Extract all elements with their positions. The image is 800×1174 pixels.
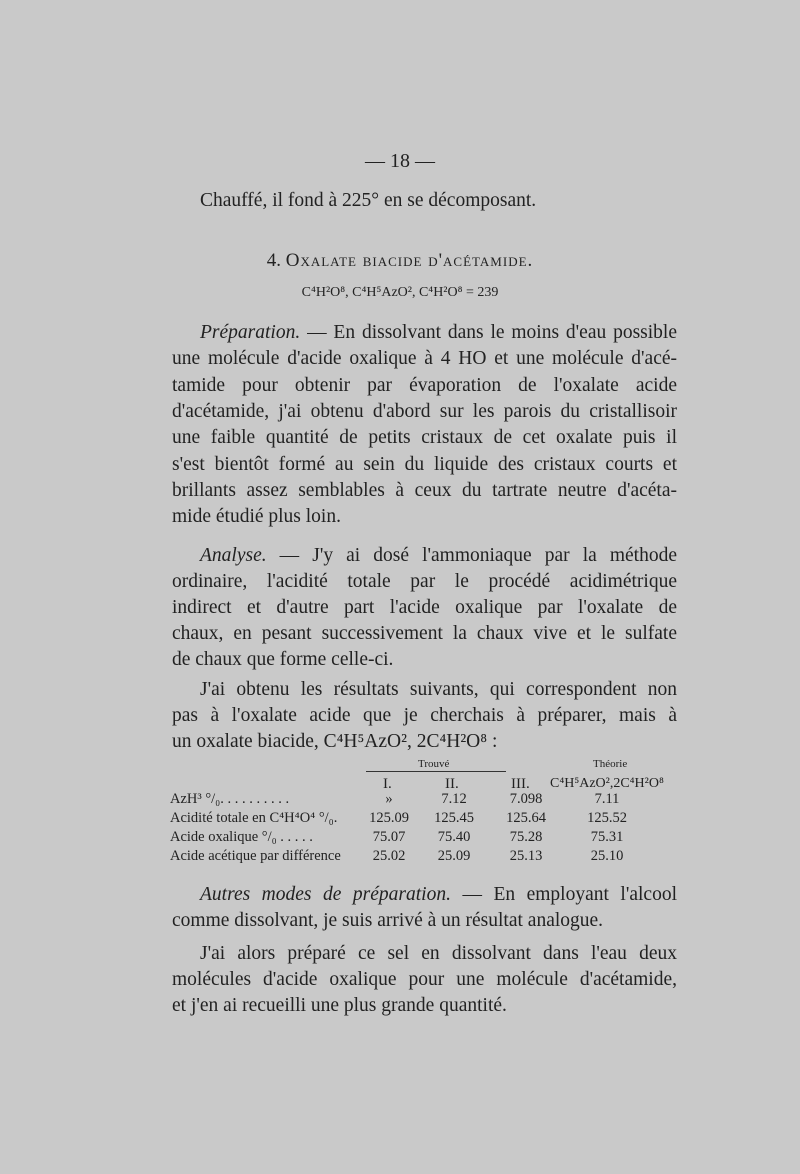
preparation-line: une faible quantité de petits cristaux de cet oxalate puis il xyxy=(172,427,677,448)
table-row xyxy=(170,809,657,828)
section-number: 4. xyxy=(266,250,281,271)
row-label: Acide acétique par différence xyxy=(170,848,341,864)
preparation-line: d'acétamide, j'ai obtenu d'abord sur les parois du cristallisoir xyxy=(172,401,677,422)
analyse-label: Analyse. xyxy=(200,545,267,566)
table-row xyxy=(170,790,657,809)
preparation-line: — En dissolvant dans le moins d'eau possible xyxy=(307,322,678,343)
table-cell: 25.02 xyxy=(372,848,406,864)
analyse-line: indirect et d'autre part l'acide oxalique par l'oxalate de xyxy=(172,597,677,618)
row-label: Acidité totale en C⁴H⁴O⁴ °/₀. xyxy=(170,810,338,826)
table-cell: 125.09 xyxy=(369,810,409,826)
preparation-line: brillants assez semblables à ceux du tartrate neutre d'acéta- xyxy=(172,480,677,501)
table-cell: 25.13 xyxy=(509,848,543,864)
analyse-first-line xyxy=(200,543,677,569)
section-title: Oxalate biacide d'acétamide. xyxy=(285,250,534,271)
table-cell: 75.31 xyxy=(590,829,624,845)
column-header: III. xyxy=(511,776,530,792)
results-line: un oxalate biacide, C⁴H⁵AzO², 2C⁴H²O⁸ : xyxy=(172,731,498,752)
analyse-line: ordinaire, l'acidité totale par le procédé acidimétrique xyxy=(172,571,677,592)
column-header: I. xyxy=(383,776,392,792)
autres-label: Autres modes de préparation. xyxy=(200,884,451,905)
table-cell: 125.64 xyxy=(506,810,546,826)
preparation-line: s'est bientôt formé au sein du liquide des cristaux courts et xyxy=(172,454,677,475)
column-header: II. xyxy=(445,776,459,792)
results-table xyxy=(170,790,657,866)
preparation-first-line xyxy=(200,320,677,346)
group-rule xyxy=(366,771,506,772)
table-cell: 7.11 xyxy=(594,791,620,807)
row-label: AzH³ °/₀. . . . . . . . . . xyxy=(170,791,290,807)
table-cell: 75.28 xyxy=(509,829,543,845)
autres-first-line xyxy=(200,882,677,908)
table-row xyxy=(170,847,657,866)
intro-line: Chauffé, il fond à 225° en se décomposant. xyxy=(200,190,537,211)
group-label-theory: Théorie xyxy=(593,758,628,770)
results-line: J'ai obtenu les résultats suivants, qui correspondent non xyxy=(200,679,677,700)
table-row xyxy=(170,828,657,847)
results-line: pas à l'oxalate acide que je cherchais à préparer, mais à xyxy=(172,705,677,726)
analyse-line: chaux, en pesant successivement la chaux vive et le sulfate xyxy=(172,623,677,644)
table-cell: 75.40 xyxy=(437,829,471,845)
preparation-label: Préparation. xyxy=(200,322,301,343)
page-number: — 18 — xyxy=(365,150,435,172)
analyse-line: de chaux que forme celle-ci. xyxy=(172,649,394,670)
final-line: J'ai alors préparé ce sel en dissolvant dans l'eau deux xyxy=(200,943,677,964)
autres-line: — En employant l'alcool xyxy=(462,884,677,905)
preparation-line: mide étudié plus loin. xyxy=(172,506,341,527)
table-cell: 7.12 xyxy=(441,791,467,807)
table-cell: 25.10 xyxy=(590,848,624,864)
table-cell: 75.07 xyxy=(372,829,406,845)
table-cell: 125.45 xyxy=(434,810,474,826)
section-formula: C⁴H²O⁸, C⁴H⁵AzO², C⁴H²O⁸ = 239 xyxy=(301,285,499,300)
group-label-found: Trouvé xyxy=(418,758,450,770)
preparation-line: une molécule d'acide oxalique à 4 HO et une molécule d'acé- xyxy=(172,348,677,369)
table-cell: 7.098 xyxy=(509,791,543,807)
column-header: C⁴H⁵AzO²,2C⁴H²O⁸ xyxy=(550,776,664,791)
preparation-line: tamide pour obtenir par évaporation de l'oxalate acide xyxy=(172,375,677,396)
section-heading xyxy=(0,248,800,274)
table-cell: 25.09 xyxy=(437,848,471,864)
row-label: Acide oxalique °/₀ . . . . . xyxy=(170,829,313,845)
final-line: molécules d'acide oxalique pour une molécule d'acétamide, xyxy=(172,969,677,990)
analyse-line: — J'y ai dosé l'ammoniaque par la méthode xyxy=(279,545,678,566)
final-line: et j'en ai recueilli une plus grande quantité. xyxy=(172,995,507,1016)
table-cell: » xyxy=(385,791,393,807)
autres-line: comme dissolvant, je suis arrivé à un résultat analogue. xyxy=(172,910,604,931)
table-cell: 125.52 xyxy=(587,810,627,826)
